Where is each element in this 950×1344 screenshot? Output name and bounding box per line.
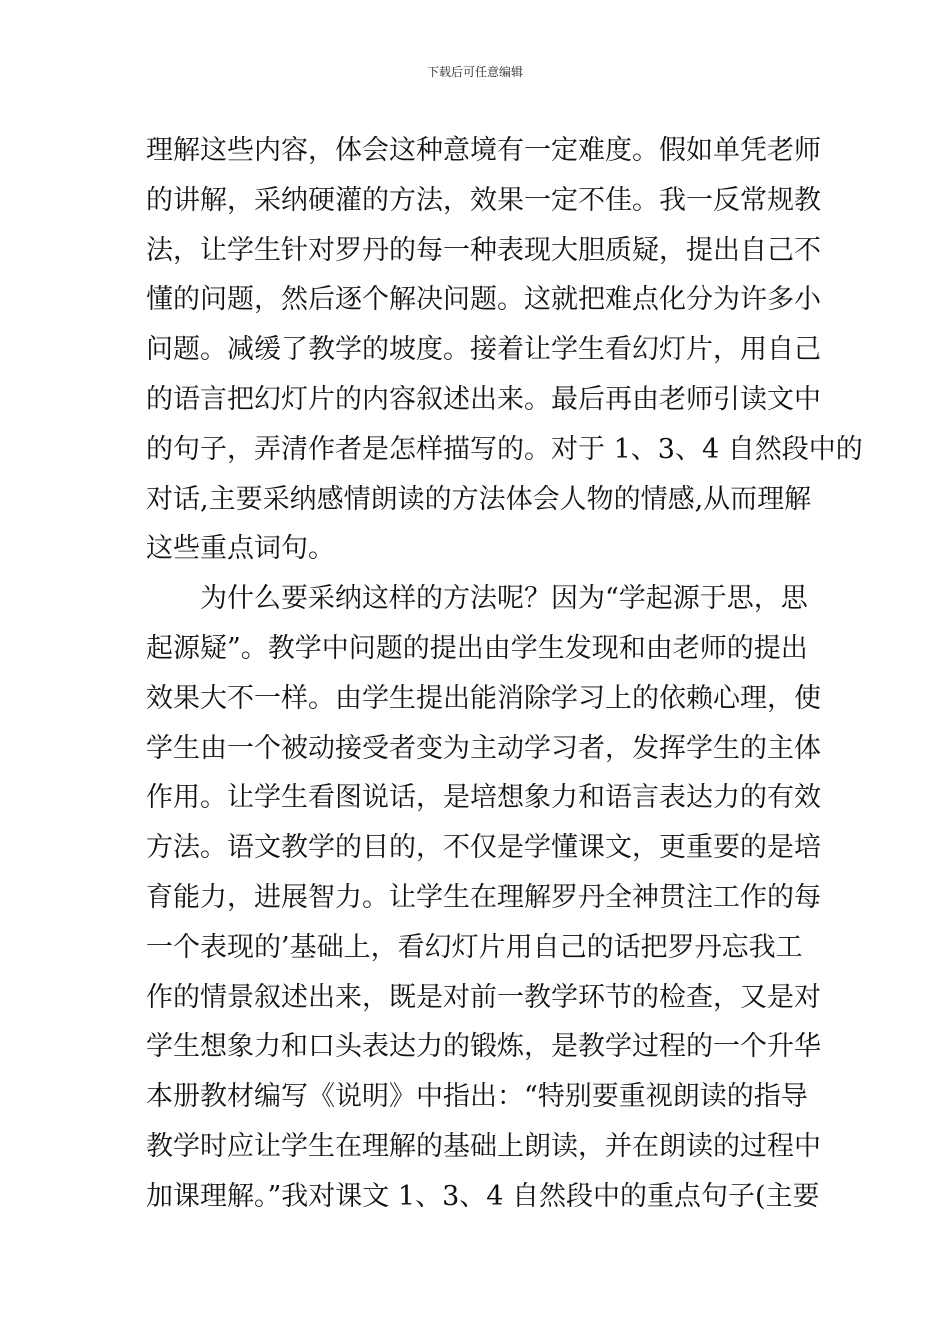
- text-line: 的讲解，采纳硬灌的方法，效果一定不佳。我一反常规教: [146, 184, 821, 216]
- text-line: 本册教材编写《说明》中指出：“特别要重视朗读的指导: [146, 1081, 808, 1113]
- text-line: 法，让学生针对罗丹的每一种表现大胆质疑，提出自己不: [146, 234, 821, 266]
- text-line: 学生想象力和口头表达力的锻炼，是教学过程的一个升华: [146, 1031, 821, 1063]
- text-line: 效果大不一样。由学生提出能消除学习上的依赖心理，使: [146, 682, 821, 714]
- text-line: 的语言把幻灯片的内容叙述出来。最后再由老师引读文中: [146, 383, 821, 415]
- text-line: 懂的问题，然后逐个解决问题。这就把难点化分为许多小: [146, 284, 821, 316]
- text-line: 学生由一个被动接受者变为主动学习者，发挥学生的主体: [146, 732, 821, 764]
- text-line: 作用。让学生看图说话，是培想象力和语言表达力的有效: [146, 782, 821, 814]
- text-line: 问题。减缓了教学的坡度。接着让学生看幻灯片，用自己: [146, 334, 821, 366]
- text-line: 教学时应让学生在理解的基础上朗读，并在朗读的过程中: [146, 1130, 821, 1162]
- text-line: 理解这些内容，体会这种意境有一定难度。假如单凭老师: [146, 135, 821, 166]
- page-header: 下载后可任意编辑: [426, 65, 523, 79]
- text-line: 起源疑”。教学中问题的提出由学生发现和由老师的提出: [146, 632, 808, 664]
- text-line: 作的情景叙述出来，既是对前一教学环节的检查，又是对: [146, 981, 821, 1013]
- text-line: 加课理解。”我对课文 1、3、4 自然段中的重点句子(主要: [146, 1180, 820, 1212]
- text-line: 这些重点词句。: [146, 533, 335, 565]
- document-body: [146, 126, 863, 1222]
- text-line: 育能力，进展智力。让学生在理解罗丹全神贯注工作的每: [146, 881, 821, 913]
- text-line: 一个表现的’基础上，看幻灯片用自己的话把罗丹忘我工: [146, 931, 803, 963]
- text-line: 对话,主要采纳感情朗读的方法体会人物的情感,从而理解: [146, 483, 812, 515]
- text-line: 的句子，弄清作者是怎样描写的。对于 1、3、4 自然段中的: [146, 433, 863, 465]
- text-line: 方法。语文教学的目的，不仅是学懂课文，更重要的是培: [146, 832, 821, 864]
- text-line: 为什么要采纳这样的方法呢？因为“学起源于思，思: [146, 583, 808, 615]
